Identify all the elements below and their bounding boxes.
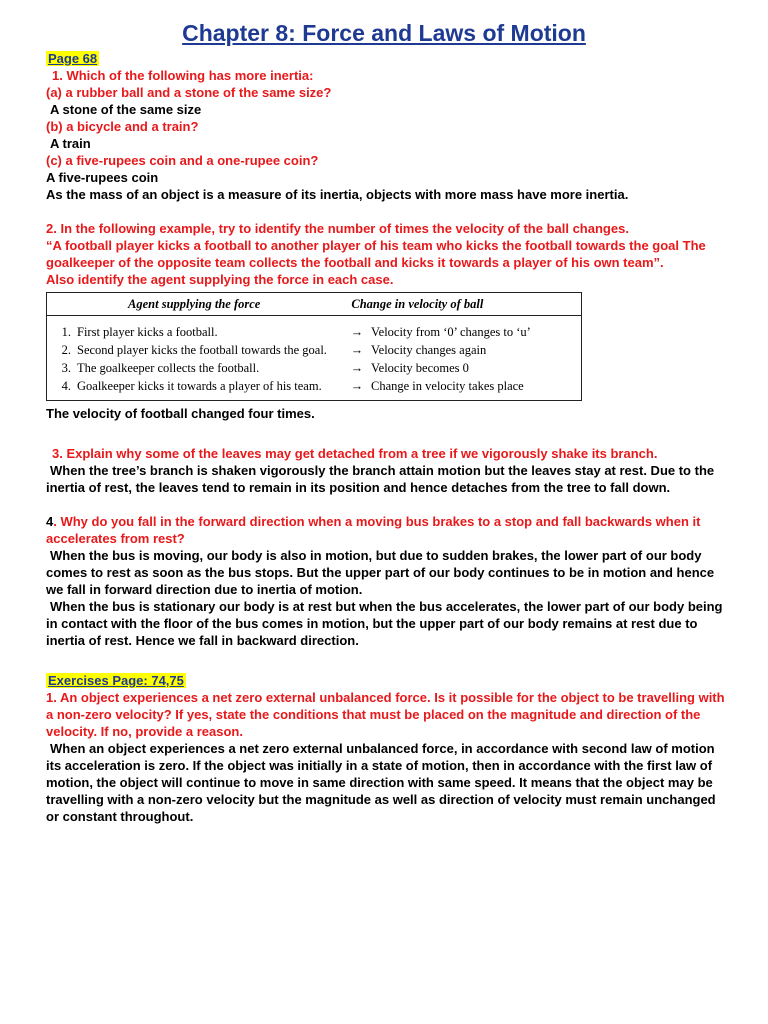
q2-quote: “A football player kicks a football to another player of his team who kicks the football towards the goal The goalkeeper of the opposite team collects the football and kicks it towards a player of his own team”. bbox=[46, 238, 706, 270]
velocity-table bbox=[46, 292, 582, 401]
q4-question-text: . Why do you fall in the forward direction when a moving bus brakes to a stop and fall backwards when it accelerates from rest? bbox=[46, 514, 701, 546]
header-agent: Agent supplying the force bbox=[128, 297, 261, 311]
q1-answer-c: A five-rupees coin bbox=[46, 170, 159, 185]
row-number: 2. bbox=[61, 343, 71, 357]
row-agent: Second player kicks the football towards the goal. bbox=[77, 343, 327, 357]
table-row bbox=[47, 360, 581, 376]
row-change: Velocity changes again bbox=[371, 343, 487, 357]
exercises-label: Exercises Page: 74,75 bbox=[48, 673, 184, 688]
row-change: Change in velocity takes place bbox=[371, 379, 524, 393]
table-row bbox=[47, 324, 581, 340]
q1-answer-a: A stone of the same size bbox=[50, 102, 202, 117]
q1-answer-b: A train bbox=[50, 136, 91, 151]
q3-question: 3. Explain why some of the leaves may get detached from a tree if we vigorously shake its branch. bbox=[52, 446, 658, 461]
arrow-right-icon: → bbox=[350, 379, 364, 393]
q1-question: 1. Which of the following has more inertia: bbox=[52, 68, 314, 83]
arrow-right-icon: → bbox=[350, 343, 364, 357]
ex1-question: 1. An object experiences a net zero external unbalanced force. Is it possible for the object to be travelling with a non-zero velocity? If yes, state the conditions that must be placed on the magnitude and direction of the velocity. If no, provide a reason. bbox=[46, 690, 725, 739]
header-change: Change in velocity of ball bbox=[351, 297, 484, 311]
arrow-right-icon: → bbox=[350, 325, 364, 339]
page-title: Chapter 8: Force and Laws of Motion bbox=[182, 20, 586, 46]
q2-also: Also identify the agent supplying the force in each case. bbox=[46, 272, 394, 287]
row-number: 4. bbox=[61, 379, 71, 393]
row-number: 1. bbox=[61, 325, 71, 339]
row-agent: The goalkeeper collects the football. bbox=[77, 361, 260, 375]
q1-option-a: (a) a rubber ball and a stone of the same size? bbox=[46, 85, 332, 100]
ex1-answer: When an object experiences a net zero external unbalanced force, in accordance with second law of motion its acceleration is zero. If the object was initially in a state of motion, then in accordance with the first law of motion, the object will continue to move in same direction with same speed. It means that the object may be travelling with a non-zero velocity but the magnitude as well as direction of velocity must remain unchanged or constant throughout. bbox=[46, 741, 716, 824]
table-row bbox=[47, 378, 581, 394]
row-change: Velocity becomes 0 bbox=[371, 361, 469, 375]
q4-number: 4 bbox=[46, 514, 54, 529]
q2-answer: The velocity of football changed four times. bbox=[46, 406, 315, 421]
q1-option-b: (b) a bicycle and a train? bbox=[46, 119, 199, 134]
table-row bbox=[47, 342, 581, 358]
document-body bbox=[46, 50, 726, 825]
q1-explanation: As the mass of an object is a measure of its inertia, objects with more mass have more inertia. bbox=[46, 187, 629, 202]
q4-question bbox=[46, 513, 726, 547]
arrow-right-icon: → bbox=[350, 361, 364, 375]
row-agent: Goalkeeper kicks it towards a player of his team. bbox=[77, 379, 322, 393]
row-change: Velocity from ‘0’ changes to ‘u’ bbox=[371, 325, 531, 339]
q1-option-c: (c) a five-rupees coin and a one-rupee coin? bbox=[46, 153, 319, 168]
q4-answer-2: When the bus is stationary our body is at rest but when the bus accelerates, the lower part of our body being in contact with the floor of the bus comes in motion, but the upper part of our body remains at rest due to inertia of rest. Hence we fall in backward direction. bbox=[46, 599, 723, 648]
page-68-label: Page 68 bbox=[48, 51, 98, 66]
row-agent: First player kicks a football. bbox=[77, 325, 218, 339]
q3-answer: When the tree’s branch is shaken vigorously the branch attain motion but the leaves stay at rest. Due to the inertia of rest, the leaves tend to remain in its position and hence detaches from the tree to fall down. bbox=[46, 463, 715, 495]
row-number: 3. bbox=[61, 361, 71, 375]
q4-answer-1: When the bus is moving, our body is also in motion, but due to sudden brakes, the lower part of our body comes to rest as soon as the bus stops. But the upper part of our body continues to be in motion and hence we fall in forward direction due to inertia of motion. bbox=[46, 548, 715, 597]
table-header bbox=[47, 293, 581, 316]
q2-question: 2. In the following example, try to identify the number of times the velocity of the ball changes. bbox=[46, 221, 629, 236]
